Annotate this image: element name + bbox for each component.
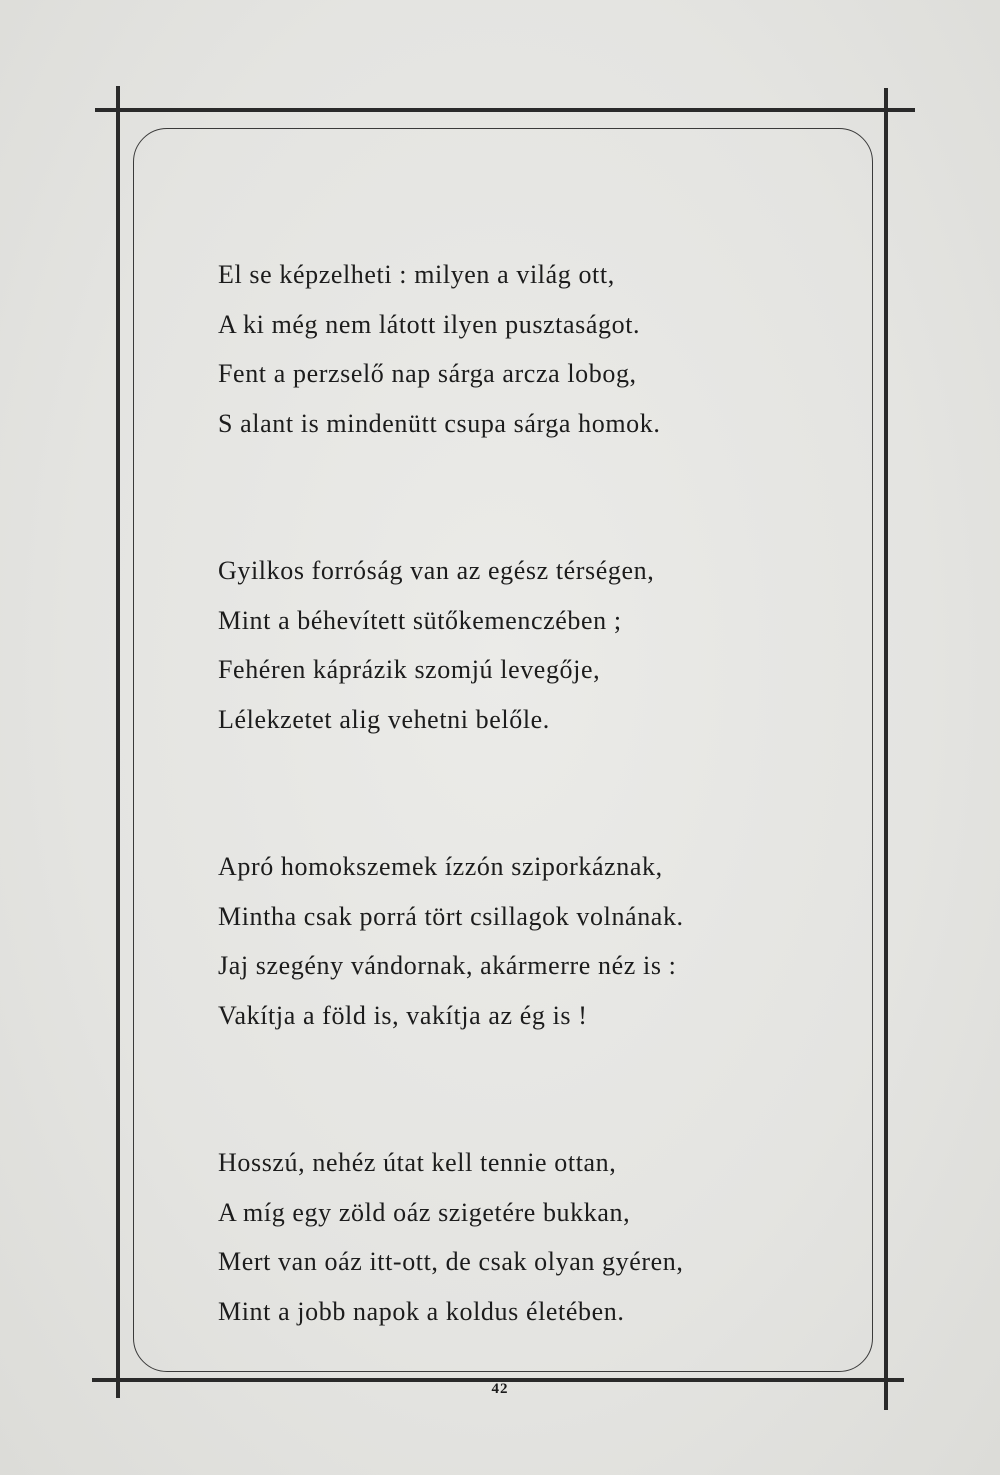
page-number: 42 (491, 1381, 509, 1397)
poem-line: Mint a jobb napok a koldus életében. (218, 1296, 625, 1326)
stanza-4 (218, 1138, 818, 1336)
poem-line: Mintha csak porrá tört csillagok volnának. (218, 901, 684, 931)
poem-line: S alant is mindenütt csupa sárga homok. (218, 408, 661, 438)
frame-top-rule (95, 108, 915, 112)
poem-line: Mint a béhevített sütőkemenczében ; (218, 605, 622, 635)
poem-line: Vakítja a föld is, vakítja az ég is ! (218, 1000, 588, 1030)
stanza-3 (218, 842, 818, 1040)
poem-line: Hosszú, nehéz útat kell tennie ottan, (218, 1148, 617, 1177)
poem-line: Fent a perzselő nap sárga arcza lobog, (218, 359, 637, 388)
poem-line: A míg egy zöld oáz szigetére bukkan, (218, 1197, 631, 1227)
poem-line: Lélekzetet alig vehetni belőle. (218, 704, 550, 734)
frame-right-rule (884, 88, 888, 1410)
poem (218, 250, 818, 1434)
stanza-2 (218, 546, 818, 744)
stanza-1 (218, 250, 818, 448)
poem-line: El se képzelheti : milyen a világ ott, (218, 260, 615, 289)
poem-line: Jaj szegény vándornak, akármerre néz is : (218, 951, 677, 980)
poem-line: Apró homokszemek ízzón sziporkáznak, (218, 852, 663, 881)
poem-line: Gyilkos forróság van az egész térségen, (218, 556, 655, 585)
poem-line: Mert van oáz itt-ott, de csak olyan gyéren, (218, 1247, 684, 1276)
poem-line: A ki még nem látott ilyen pusztaságot. (218, 309, 641, 339)
frame-left-rule (116, 86, 120, 1398)
poem-line: Fehéren káprázik szomjú levegője, (218, 655, 601, 684)
